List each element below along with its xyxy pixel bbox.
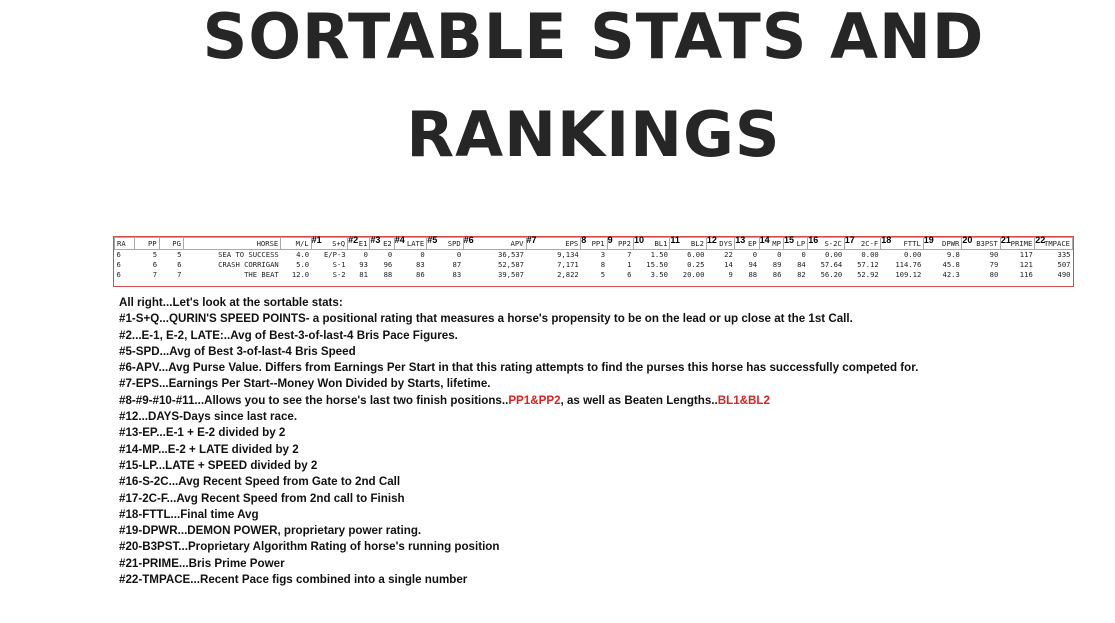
column-label: DPWR (942, 238, 960, 248)
column-number: 21 (1000, 235, 1011, 245)
table-cell: 3 (600, 250, 606, 259)
table-cell: S-1 (332, 260, 346, 269)
column-number: 9 (607, 235, 613, 245)
table-cell: 2,822 (557, 270, 579, 279)
table-cell: 6.00 (687, 250, 705, 259)
column-label: EPS (565, 238, 579, 248)
column-number: 15 (783, 235, 794, 245)
column-header-dpwr[interactable] (923, 235, 962, 250)
column-label: S+Q (332, 238, 346, 248)
column-label: PRIME (1010, 238, 1033, 248)
column-number: 10 (633, 235, 644, 245)
table-cell: 45.8 (942, 260, 960, 269)
column-number: #5 (427, 235, 438, 245)
table-cell: 84 (797, 260, 806, 269)
stat-note-text: , as well as Beaten Lengths.. (560, 393, 718, 407)
column-number: #6 (463, 235, 474, 245)
column-header-late[interactable] (394, 235, 426, 250)
column-header-2c-f[interactable] (844, 235, 880, 250)
stat-note-text: #19-DPWR...DEMON POWER, proprietary power rating. (119, 524, 422, 538)
table-cell: 87 (452, 260, 462, 269)
column-number: #4 (394, 235, 405, 245)
table-cell: 0.00 (861, 250, 879, 259)
table-cell: 94 (748, 260, 758, 269)
stat-note (119, 458, 1079, 474)
stat-note-text: #17-2C-F...Avg Recent Speed from 2nd call to Finish (119, 491, 405, 505)
table-cell: 82 (797, 270, 806, 279)
table-cell: 52,587 (498, 260, 525, 269)
table-cell: 7 (177, 270, 182, 279)
table-cell: 4.0 (296, 250, 310, 259)
table-cell: 20.00 (682, 270, 705, 279)
column-header-pp1[interactable] (581, 235, 607, 250)
column-label: APV (510, 238, 524, 248)
stat-note-text: #7-EPS...Earnings Per Start--Money Won Divided by Starts, lifetime. (119, 377, 491, 391)
column-label: 2C-F (860, 238, 879, 248)
column-header-bl1[interactable] (633, 235, 669, 250)
table-cell: 5 (152, 250, 158, 259)
table-cell: THE BEAT (244, 270, 279, 279)
table-cell: 0 (752, 250, 758, 259)
stat-note (119, 311, 1079, 327)
stat-note (119, 409, 1079, 425)
table-cell: 96 (383, 260, 393, 269)
stat-note-text: #14-MP...E-2 + LATE divided by 2 (119, 442, 299, 456)
stat-note-text: #8-#9-#10-#11...Allows you to see the horse's last two finish positions.. (119, 393, 509, 407)
stat-note-text: #6-APV...Avg Purse Value. Differs from Earnings Per Start in that this rating attempts to find the purses this horse has successfully competed for. (119, 361, 919, 375)
column-header-lp[interactable] (783, 235, 807, 250)
table-cell: 83 (416, 260, 425, 269)
column-header-bl2[interactable] (670, 235, 706, 250)
table-cell: 5.0 (296, 260, 310, 269)
table-cell: 6 (116, 250, 121, 259)
column-header-apv[interactable] (463, 235, 526, 250)
table-cell: 86 (416, 270, 425, 279)
highlight-finish-positions: PP1&PP2 (508, 393, 561, 407)
table-cell: 0 (387, 250, 393, 259)
column-header-dys[interactable] (706, 235, 734, 250)
table-cell: CRASH CORRIGAN (218, 260, 279, 269)
stats-header-row (115, 238, 1073, 250)
column-number: 17 (844, 235, 855, 245)
column-label: M/L (295, 238, 309, 248)
table-cell: 52.92 (857, 270, 879, 279)
table-cell: 507 (1057, 260, 1071, 269)
table-cell: 88 (383, 270, 393, 279)
stat-note (119, 539, 1079, 555)
column-number: 12 (706, 235, 717, 245)
stats-table-panel (113, 236, 1074, 287)
column-number: 18 (881, 235, 892, 245)
table-row[interactable] (115, 270, 1073, 280)
table-cell: 0 (420, 250, 425, 259)
table-cell: 6 (152, 260, 158, 269)
column-header-pp2[interactable] (607, 235, 633, 250)
column-label: EP (747, 238, 757, 248)
column-label: LATE (406, 238, 425, 248)
stat-note-text: #15-LP...LATE + SPEED divided by 2 (119, 458, 318, 472)
table-cell: S-2 (332, 270, 346, 279)
table-cell: 6 (116, 270, 121, 279)
stat-note (119, 344, 1079, 360)
column-header-m-l[interactable] (281, 238, 311, 250)
table-cell: 57.64 (820, 260, 843, 269)
column-header-fttl[interactable] (881, 235, 924, 250)
stat-note (119, 491, 1079, 507)
column-number: #7 (526, 235, 537, 245)
table-cell: 12.0 (291, 270, 310, 279)
column-label: E2 (383, 238, 392, 248)
table-cell: 6 (177, 260, 182, 269)
column-header-spd[interactable] (427, 235, 463, 250)
table-cell: 80 (989, 270, 999, 279)
table-cell: 7 (627, 250, 632, 259)
column-header-s-2c[interactable] (808, 235, 844, 250)
column-number: 11 (670, 235, 680, 245)
stat-note-text: #13-EP...E-1 + E-2 divided by 2 (119, 426, 286, 440)
table-cell: 56.20 (820, 270, 843, 279)
column-label: E1 (358, 238, 368, 248)
stat-note (119, 572, 1079, 588)
column-header-b3pst[interactable] (962, 235, 1001, 250)
column-label: FTTL (903, 238, 921, 248)
stat-note-text: #21-PRIME...Bris Prime Power (119, 556, 285, 570)
column-label: LP (796, 238, 806, 248)
column-label: MP (772, 238, 781, 248)
column-label: S-2C (824, 238, 842, 248)
page-title-line-1: SORTABLE STATS AND (202, 0, 985, 73)
table-cell: 9 (728, 270, 733, 279)
stat-note-text: #18-FTTL...Final time Avg (119, 507, 259, 521)
table-row[interactable] (115, 260, 1073, 270)
table-cell: 5 (600, 270, 606, 279)
table-cell: 42.3 (942, 270, 960, 279)
stat-note-text: #5-SPD...Avg of Best 3-of-last-4 Bris Speed (119, 344, 356, 358)
column-number: #3 (370, 235, 381, 245)
column-number: #2 (348, 235, 359, 245)
column-number: 13 (735, 235, 746, 245)
column-label: HORSE (256, 238, 279, 248)
column-header-ep[interactable] (735, 235, 759, 250)
stat-note-text: #20-B3PST...Proprietary Algorithm Rating of horse's running position (119, 540, 500, 554)
stat-note (119, 295, 1079, 311)
stat-note (119, 507, 1079, 523)
column-header-e2[interactable] (370, 235, 394, 250)
table-cell: 0.00 (903, 250, 922, 259)
table-cell: 9.8 (946, 250, 960, 259)
table-cell: 1.50 (650, 250, 668, 259)
column-header-s-q[interactable] (311, 235, 347, 250)
column-number: 16 (808, 235, 819, 245)
stat-note (119, 393, 1079, 409)
column-header-tmpace[interactable] (1035, 235, 1073, 250)
column-label: PP (147, 238, 157, 248)
highlight-beaten-lengths: BL1&BL2 (717, 393, 770, 407)
column-label: SPD (447, 238, 461, 248)
stat-note-text: #2...E-1, E-2, LATE:..Avg of Best-3-of-last-4 Bris Pace Figures. (119, 328, 458, 342)
column-label: PG (172, 238, 181, 248)
column-label: DYS (719, 238, 733, 248)
stat-note (119, 328, 1079, 344)
table-cell: 81 (359, 270, 368, 279)
column-label: PP1 (591, 238, 605, 248)
column-number: 20 (962, 235, 973, 245)
column-header-prime[interactable] (1000, 235, 1034, 250)
column-number: 22 (1035, 235, 1046, 245)
table-cell: 114.76 (895, 260, 922, 269)
stat-note (119, 376, 1079, 392)
table-cell: 0 (363, 250, 368, 259)
table-cell: 90 (989, 250, 999, 259)
table-cell: 86 (772, 270, 782, 279)
table-cell: 79 (989, 260, 999, 269)
stat-note-text: #22-TMPACE...Recent Pace figs combined into a single number (119, 573, 468, 587)
table-cell: SEA TO SUCCESS (218, 250, 279, 259)
table-cell: 8 (600, 260, 606, 269)
table-cell: 121 (1019, 260, 1033, 269)
table-cell: 39,507 (498, 270, 525, 279)
stat-note (119, 425, 1079, 441)
stat-note (119, 442, 1079, 458)
table-cell: 15.50 (646, 260, 668, 269)
table-cell: 22 (724, 250, 733, 259)
stat-note-text: #16-S-2C...Avg Recent Speed from Gate to 2nd Call (119, 475, 401, 489)
table-cell: 109.12 (895, 270, 922, 279)
table-cell: 117 (1019, 250, 1033, 259)
stat-note (119, 360, 1079, 376)
table-cell: 83 (452, 270, 462, 279)
table-cell: 88 (748, 270, 758, 279)
table-cell: 14 (724, 260, 733, 269)
table-row[interactable] (115, 250, 1073, 261)
stat-note-text: All right...Let's look at the sortable stats: (119, 296, 343, 309)
column-label: RA (117, 238, 126, 248)
table-cell: 335 (1057, 250, 1071, 259)
table-cell: 3.50 (650, 270, 668, 279)
column-label: BL1 (654, 238, 668, 248)
column-number: #1 (311, 235, 322, 245)
table-cell: 93 (359, 260, 368, 269)
table-cell: 0.25 (687, 260, 705, 269)
table-cell: 7 (152, 270, 158, 279)
column-header-eps[interactable] (526, 235, 581, 250)
column-label: B3PST (976, 238, 998, 248)
stats-table (114, 237, 1073, 280)
table-cell: E/P-3 (323, 250, 346, 259)
stat-note (119, 474, 1079, 490)
stat-note (119, 556, 1079, 572)
table-cell: 9,134 (557, 250, 579, 259)
column-header-e1[interactable] (348, 235, 370, 250)
column-label: BL2 (690, 238, 704, 248)
column-label: PP2 (617, 238, 631, 248)
column-number: 8 (581, 235, 587, 245)
table-cell: 490 (1057, 270, 1071, 279)
table-cell: 0.00 (824, 250, 843, 259)
table-cell: 36,537 (498, 250, 525, 259)
column-number: 19 (923, 235, 934, 245)
column-header-pg[interactable] (159, 238, 183, 250)
table-cell: 6 (627, 270, 632, 279)
table-cell: 0 (456, 250, 462, 259)
stat-note-text: #1-S+Q...QURIN'S SPEED POINTS- a positional rating that measures a horse's propensity to be on the lead or up close at the 1st Call. (119, 312, 853, 326)
stat-note-text: #12...DAYS-Days since last race. (119, 410, 298, 424)
column-header-horse[interactable] (183, 238, 280, 250)
table-cell: 1 (627, 260, 632, 269)
table-cell: 5 (177, 250, 182, 259)
stats-body (115, 250, 1073, 281)
table-cell: 0 (801, 250, 806, 259)
column-header-pp[interactable] (135, 238, 159, 250)
column-label: TMPACE (1044, 238, 1070, 248)
table-cell: 89 (772, 260, 782, 269)
column-header-mp[interactable] (759, 235, 783, 250)
stat-note (119, 523, 1079, 539)
table-cell: 116 (1019, 270, 1033, 279)
table-cell: 6 (116, 260, 121, 269)
column-header-ra[interactable] (115, 238, 135, 250)
table-cell: 57.12 (857, 260, 879, 269)
column-number: 14 (759, 235, 770, 245)
table-cell: 7,171 (557, 260, 579, 269)
table-cell: 0 (777, 250, 782, 259)
stats-explanations (119, 295, 1079, 588)
page-title-line-2: RANKINGS (406, 98, 781, 171)
